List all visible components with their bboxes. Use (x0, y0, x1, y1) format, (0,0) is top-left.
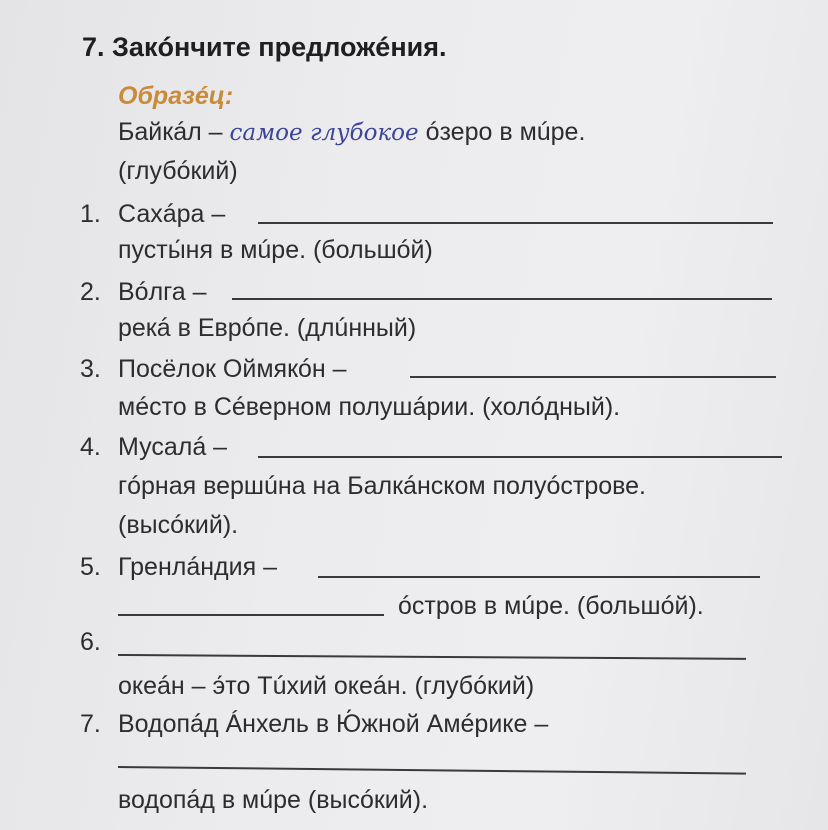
item-4-start: Мусалá – (118, 433, 228, 461)
item-4-number: 4. (80, 433, 101, 461)
item-5-answer-blank[interactable] (318, 576, 760, 578)
sample-handwritten-answer: самое глубокое (229, 120, 419, 146)
item-2-number: 2. (80, 278, 101, 306)
sample-hint: (глубóкий) (118, 157, 238, 185)
item-7-line3: водопáд в мúре (высóкий). (118, 786, 429, 814)
item-6-answer-blank[interactable] (118, 654, 746, 660)
item-6-line2: океáн – э́то Тúхий океáн. (глубóкий) (118, 672, 535, 700)
item-3-number: 3. (80, 355, 101, 383)
item-3-answer-blank[interactable] (410, 376, 776, 378)
item-5-number: 5. (80, 553, 101, 581)
item-5-line2: óстров в мúре. (большóй). (398, 592, 704, 620)
item-7-number: 7. (80, 710, 101, 738)
item-3-start: Посёлок Оймякóн – (118, 355, 347, 383)
item-1-number: 1. (80, 200, 101, 228)
item-4-answer-blank[interactable] (258, 456, 782, 458)
item-2-start: Вóлга – (118, 278, 207, 306)
item-4-line2: гóрная вершúна на Балкáнском полуóстрове. (118, 472, 646, 500)
item-1-answer-blank[interactable] (258, 222, 773, 224)
sample-sentence (118, 118, 585, 147)
item-4-line3: (высóкий). (118, 511, 239, 539)
sample-text-before: Байкáл – (118, 118, 223, 146)
item-2-answer-blank[interactable] (232, 298, 772, 300)
sample-label: Образéц: (118, 82, 234, 110)
item-1-line2: пусты́ня в мúре. (большóй) (118, 236, 433, 264)
item-5-answer-blank-2[interactable] (118, 614, 384, 616)
item-5-start: Гренлáндия – (118, 553, 277, 581)
task-title: 7. Закóнчите предложéния. (82, 32, 447, 62)
item-2-line2: рекá в Еврóпе. (длúнный) (118, 314, 417, 342)
item-7-start: Водопáд Áнхель в Ю́жной Амéрике – (118, 710, 549, 738)
item-7-answer-blank[interactable] (118, 766, 746, 775)
sample-text-after: óзеро в мúре. (425, 118, 586, 146)
item-6-number: 6. (80, 628, 101, 656)
item-3-line2: мéсто в Сéверном полушáрии. (холóдный). (118, 393, 621, 421)
item-1-start: Сахáра – (118, 200, 226, 228)
